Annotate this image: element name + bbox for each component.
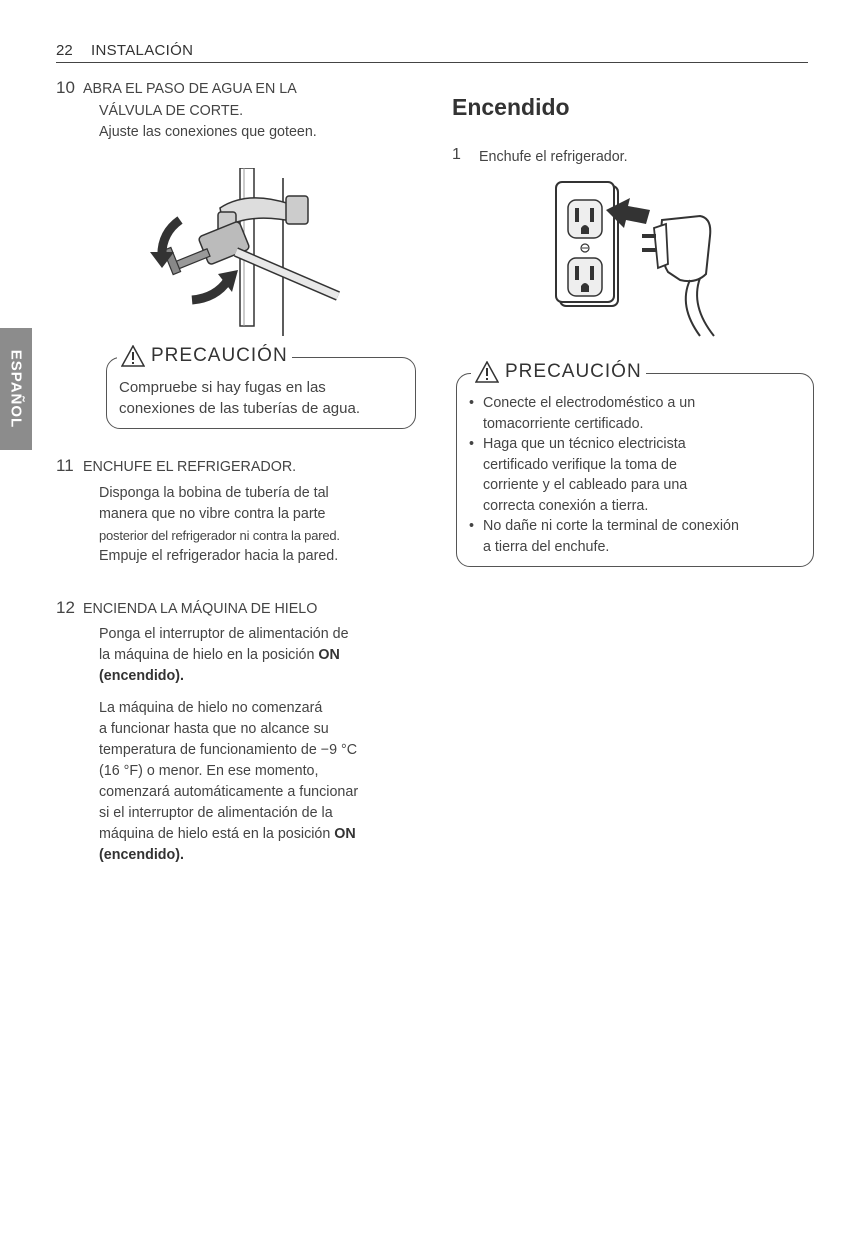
step-body: Disponga la bobina de tubería de tal manera que no vibre contra la parte posterior del refrigerador ni contra la pared. Empuje el refrigerador hacia la pared.: [99, 485, 340, 564]
language-tab: [0, 328, 32, 450]
page-number: 22: [56, 42, 73, 59]
step-title: ENCIENDA LA MÁQUINA DE HIELO: [83, 601, 318, 617]
step-12: [56, 598, 436, 863]
step-body: Ajuste las conexiones que goteen.: [99, 124, 317, 140]
step-body-paragraph-2: La máquina de hielo no comenzará a funcionar hasta que no alcance su temperatura de funcionamiento de −9 °C (16 °F) o menor. En ese momento, comenzará automáticamente a funcionar si el interruptor de alimentación de la máquina de hielo está en la posición ON (encendido).: [99, 700, 359, 863]
step-text: Enchufe el refrigerador.: [479, 149, 628, 165]
step-11: [56, 456, 436, 586]
section-title: INSTALACIÓN: [91, 42, 194, 59]
step-number: 1: [452, 146, 461, 163]
section-heading: Encendido: [452, 94, 570, 120]
language-tab-label: ESPAÑOL: [7, 349, 25, 429]
page-header: [56, 40, 808, 63]
warning-triangle-icon: [475, 361, 499, 383]
step-10: [56, 78, 426, 148]
caution-bullet: • Conecte el electrodoméstico a un tomacorriente certificado.: [469, 393, 809, 434]
right-step-1: [452, 146, 812, 170]
outlet-plug-illustration: [550, 176, 730, 344]
caution-bullet: • Haga que un técnico electricista certificado verifique la toma de corriente y el cableado para una correcta conexión a tierra.: [469, 434, 809, 516]
step-title: ABRA EL PASO DE AGUA EN LA VÁLVULA DE CORTE.: [83, 81, 297, 119]
caution-text: Compruebe si hay fugas en las conexiones de las tuberías de agua.: [119, 379, 361, 417]
step-body-paragraph-1: Ponga el interruptor de alimentación de la máquina de hielo en la posición ON (encendido).: [99, 626, 349, 684]
caution-title: PRECAUCIÓN: [117, 345, 292, 367]
caution-title: PRECAUCIÓN: [471, 361, 646, 383]
caution-text: [469, 393, 809, 557]
step-number: 10: [56, 78, 75, 97]
warning-triangle-icon: [121, 345, 145, 367]
caution-bullet: • No dañe ni corte la terminal de conexión a tierra del enchufe.: [469, 516, 809, 557]
step-number: 12: [56, 598, 75, 617]
step-title: ENCHUFE EL REFRIGERADOR.: [83, 459, 297, 475]
caution-box-leaks: [106, 345, 416, 429]
shutoff-valve-illustration: [140, 168, 350, 336]
step-number: 11: [56, 456, 74, 475]
caution-box-electrical: [456, 361, 814, 567]
